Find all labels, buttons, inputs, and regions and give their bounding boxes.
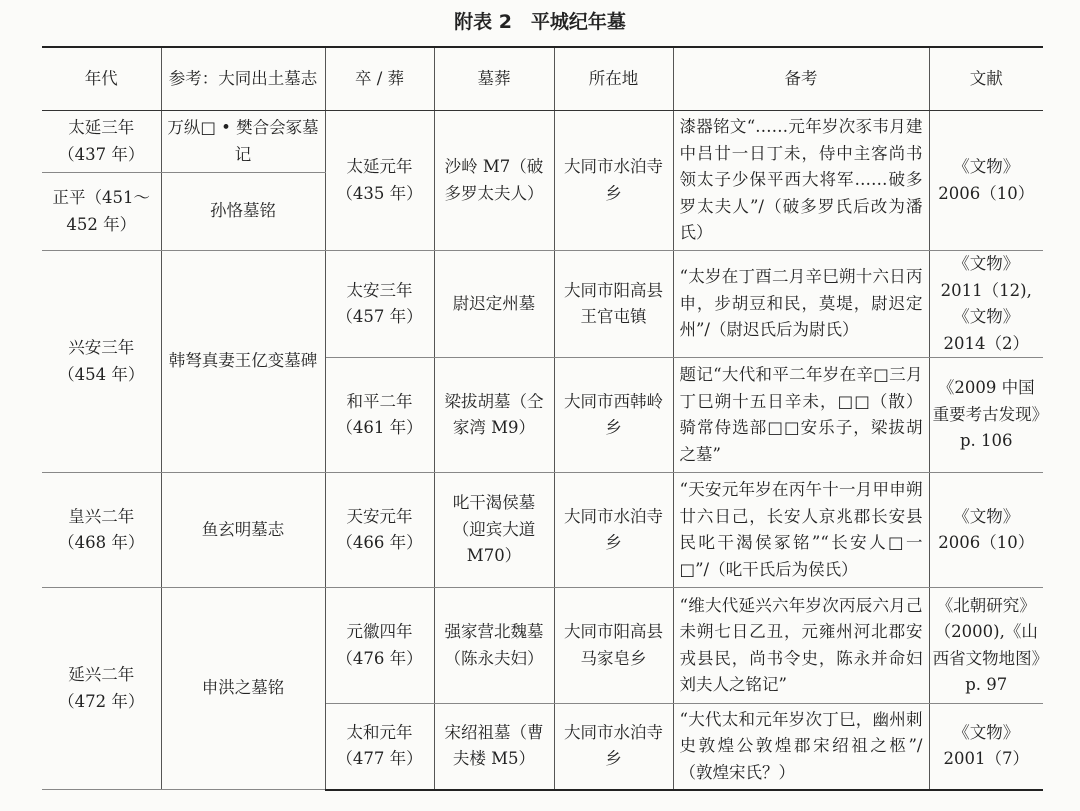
- death-burial-cell: 和平二年（461 年）: [325, 358, 434, 473]
- notes-cell: “大代太和元年岁次丁巳，幽州刺史敦煌公敦煌郡宋绍祖之柩”/（敦煌宋氏？）: [673, 704, 929, 790]
- header-notes: 备考: [673, 47, 929, 111]
- location-cell: 大同市阳高县马家皂乡: [554, 588, 673, 704]
- table-row: [42, 473, 1043, 588]
- death-burial-cell: 太和元年（477 年）: [325, 704, 434, 790]
- tomb-cell: 梁拔胡墓（仝家湾 M9）: [434, 358, 554, 473]
- death-burial-cell: 元徽四年（476 年）: [325, 588, 434, 704]
- era-cell: 兴安三年（454 年）: [42, 251, 161, 473]
- reference-cell: 孙恪墓铭: [161, 173, 325, 251]
- table-row: [42, 251, 1043, 358]
- notes-cell: “天安元年岁在丙午十一月甲申朔廿六日己，长安人京兆郡长安县民叱干渴侯冢铭”“长安人□一□”/（叱干氏后为侯氏）: [673, 473, 929, 588]
- location-cell: 大同市水泊寺乡: [554, 473, 673, 588]
- literature-cell: 《文物》2011（12),《文物》2014（2）: [929, 251, 1043, 358]
- chronology-table: [42, 46, 1043, 791]
- header-death-burial: 卒 / 葬: [325, 47, 434, 111]
- notes-cell: 题记“大代和平二年岁在辛□三月丁巳朔十五日辛未，□□（散）骑常侍选部□□安乐子，梁拔胡之墓”: [673, 358, 929, 473]
- header-tomb: 墓葬: [434, 47, 554, 111]
- reference-cell: 韩弩真妻王亿变墓碑: [161, 251, 325, 473]
- header-era: 年代: [42, 47, 161, 111]
- era-cell: 太延三年（437 年）: [42, 111, 161, 173]
- era-cell: 延兴二年（472 年）: [42, 588, 161, 790]
- tomb-cell: 沙岭 M7（破多罗太夫人）: [434, 111, 554, 251]
- reference-cell: 申洪之墓铭: [161, 588, 325, 790]
- era-cell: 正平（451～452 年）: [42, 173, 161, 251]
- literature-cell: 《文物》2006（10）: [929, 473, 1043, 588]
- header-reference: 参考：大同出土墓志: [161, 47, 325, 111]
- page-title: 附表 2 平城纪年墓: [454, 11, 626, 33]
- location-cell: 大同市西韩岭乡: [554, 358, 673, 473]
- reference-cell: 鱼玄明墓志: [161, 473, 325, 588]
- table-row: [42, 111, 1043, 173]
- tomb-cell: 尉迟定州墓: [434, 251, 554, 358]
- literature-cell: 《北朝研究》（2000),《山西省文物地图》p. 97: [929, 588, 1043, 704]
- era-cell: 皇兴二年（468 年）: [42, 473, 161, 588]
- reference-cell: 万纵□ • 樊合会冢墓记: [161, 111, 325, 173]
- tomb-cell: 宋绍祖墓（曹夫楼 M5）: [434, 704, 554, 790]
- tomb-cell: 叱干渴侯墓（迎宾大道 M70）: [434, 473, 554, 588]
- header-location: 所在地: [554, 47, 673, 111]
- literature-cell: 《2009 中国重要考古发现》p. 106: [929, 358, 1043, 473]
- table-row: [42, 588, 1043, 704]
- header-row: [42, 47, 1043, 111]
- notes-cell: “太岁在丁酉二月辛巳朔十六日丙申，步胡豆和民，莫堤，尉迟定州”/（尉迟氏后为尉氏）: [673, 251, 929, 358]
- death-burial-cell: 太延元年（435 年）: [325, 111, 434, 251]
- header-literature: 文献: [929, 47, 1043, 111]
- tomb-cell: 强家营北魏墓（陈永夫妇）: [434, 588, 554, 704]
- death-burial-cell: 天安元年（466 年）: [325, 473, 434, 588]
- notes-cell: “维大代延兴六年岁次丙辰六月己未朔七日乙丑，元雍州河北郡安戎县民，尚书令史，陈永并命妇刘夫人之铭记”: [673, 588, 929, 704]
- location-cell: 大同市阳高县王官屯镇: [554, 251, 673, 358]
- literature-cell: 《文物》2006（10）: [929, 111, 1043, 251]
- location-cell: 大同市水泊寺乡: [554, 704, 673, 790]
- location-cell: 大同市水泊寺乡: [554, 111, 673, 251]
- literature-cell: 《文物》2001（7）: [929, 704, 1043, 790]
- death-burial-cell: 太安三年（457 年）: [325, 251, 434, 358]
- notes-cell: 漆器铭文“……元年岁次豕韦月建中吕廿一日丁未，侍中主客尚书领太子少保平西大将军……破多罗太夫人”/（破多罗氏后改为潘氏）: [673, 111, 929, 251]
